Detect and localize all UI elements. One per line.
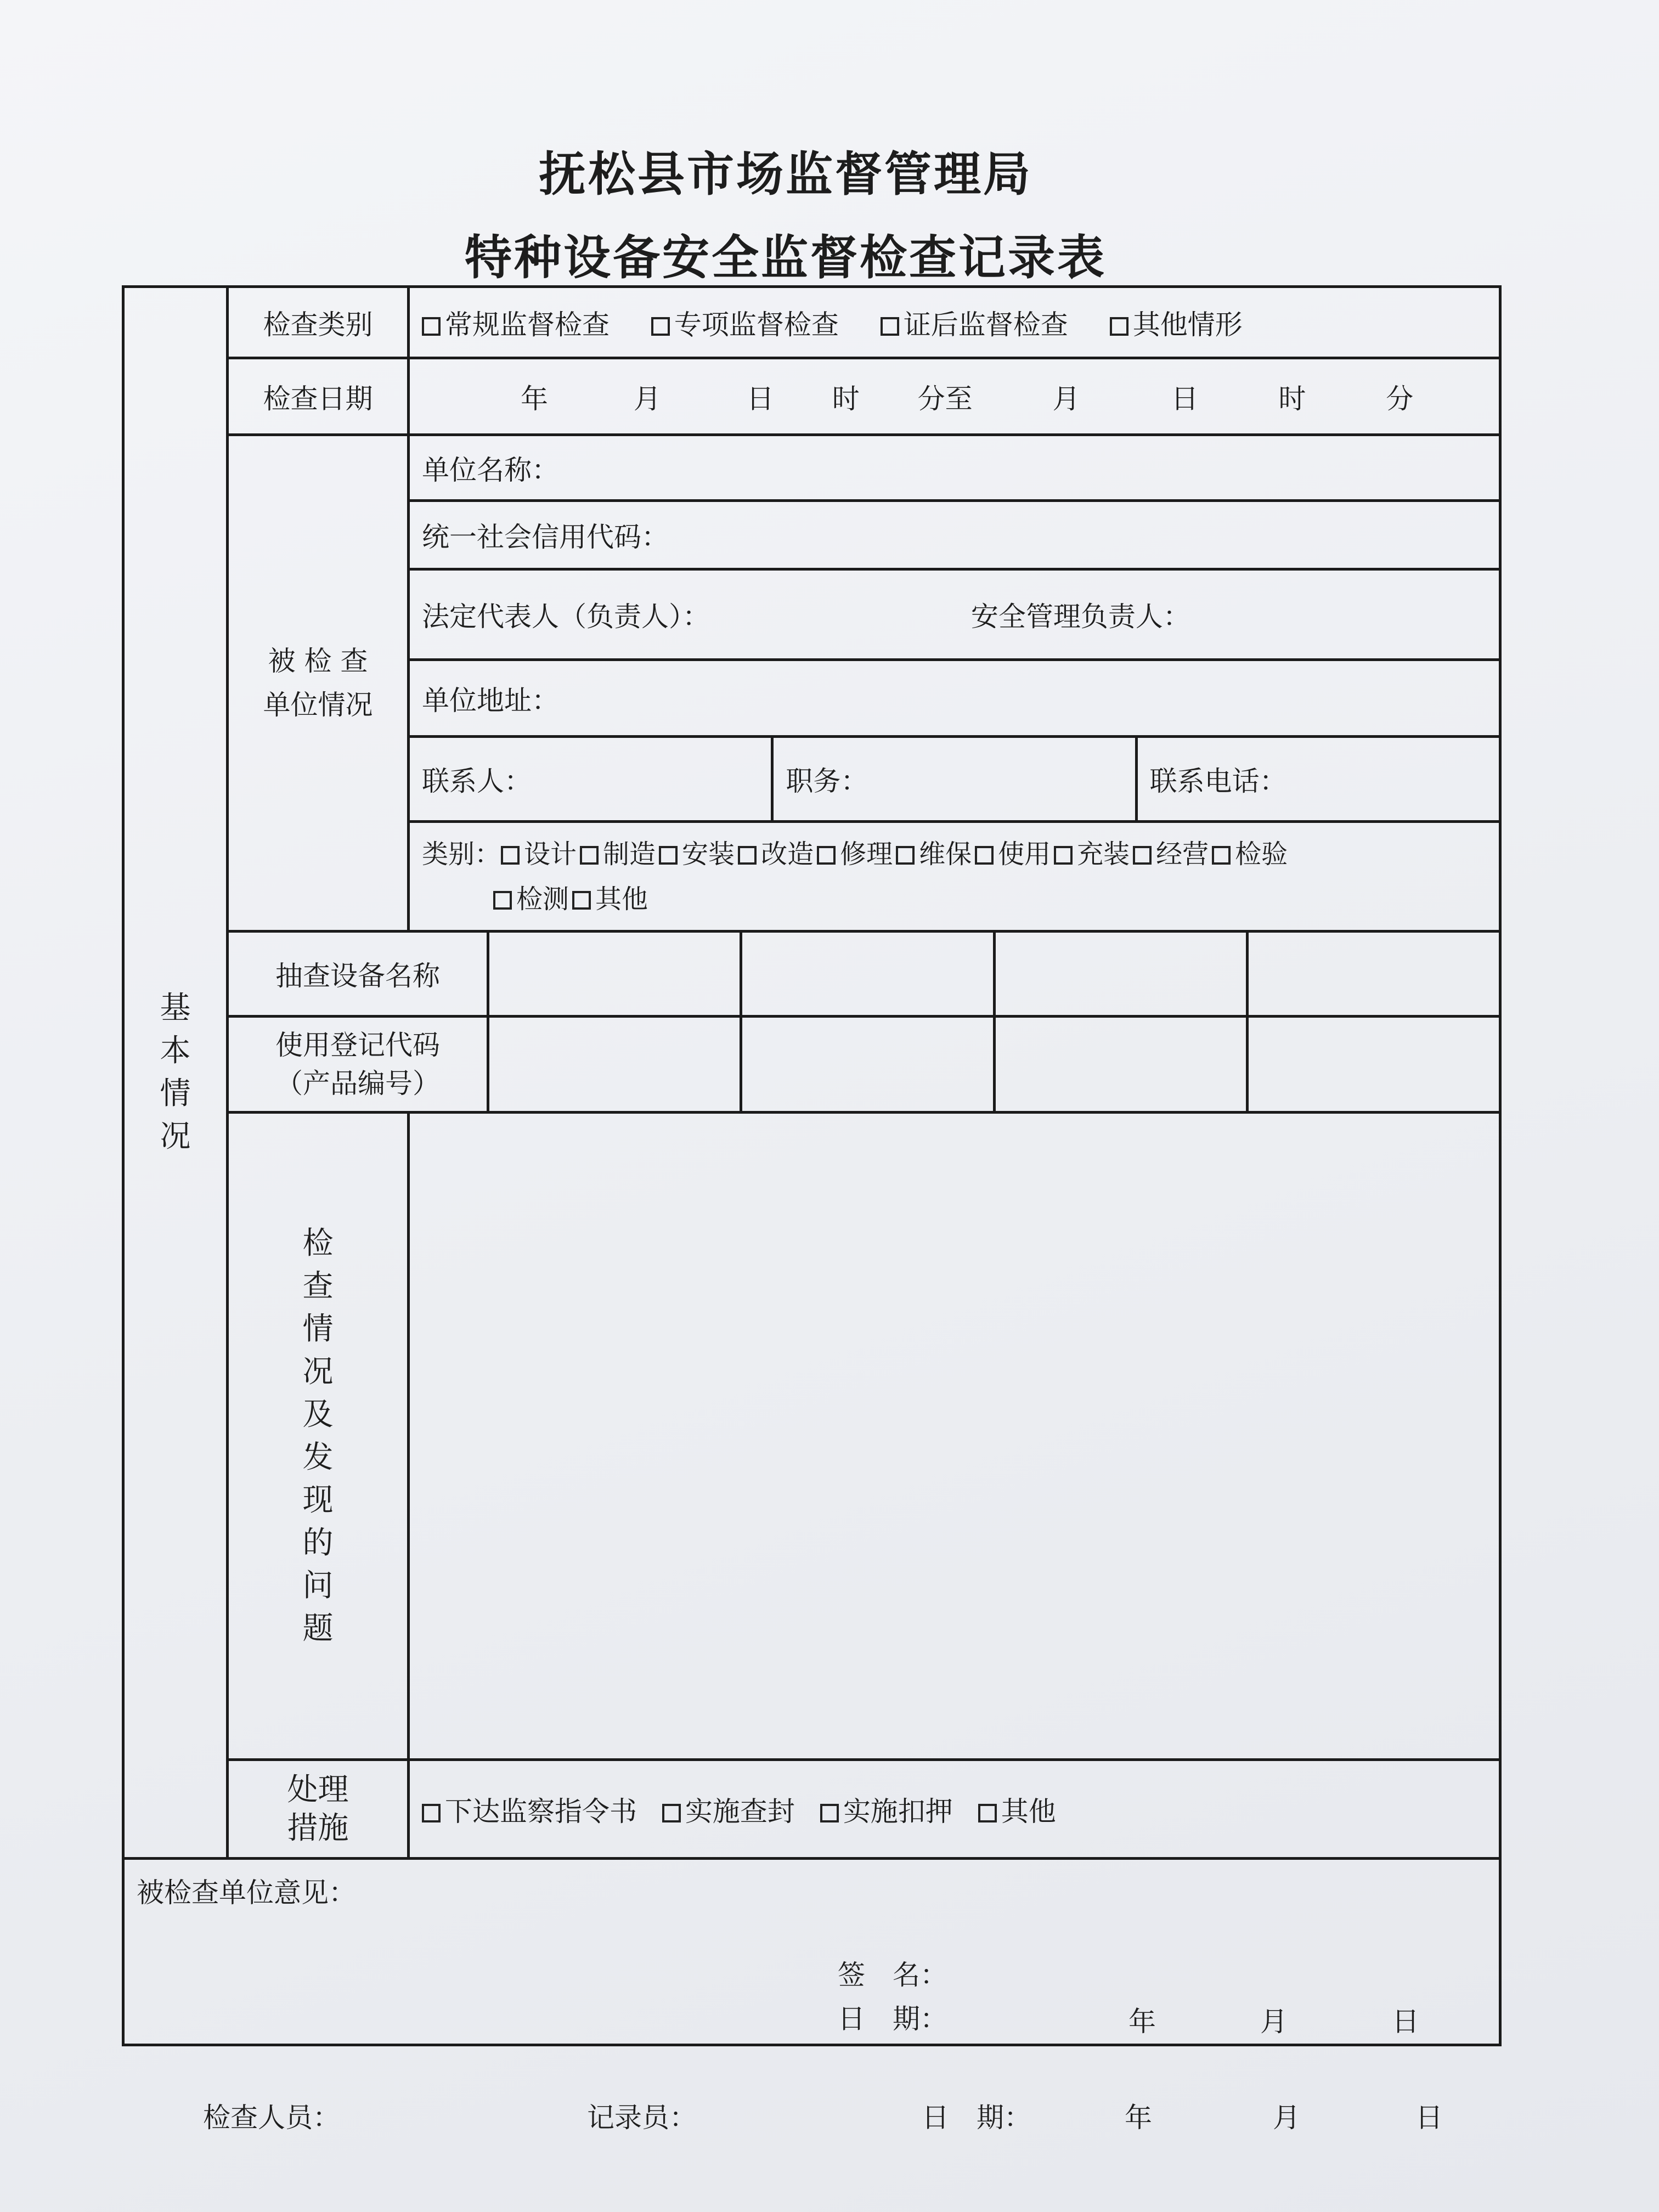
findings-area[interactable]: [409, 1113, 1500, 1760]
equipment-code-label: 使用登记代码 （产品编号）: [275, 1029, 440, 1099]
equipment-name-label: 抽查设备名称: [275, 960, 440, 992]
checkbox-icon[interactable]: [881, 317, 899, 336]
checkbox-icon[interactable]: [493, 891, 512, 910]
checkbox-icon[interactable]: [1212, 846, 1231, 865]
inspection-type-options: [409, 287, 1500, 358]
checkbox-icon[interactable]: [580, 846, 599, 865]
section-basic-info: 基 本 情 况: [123, 287, 228, 1859]
option-seize[interactable]: 实施扣押: [820, 1796, 953, 1827]
category-field: 类别： 设计 制造 安装 改造 修理 维保 使用 充装 经营 检验 检测 其他: [409, 822, 1500, 932]
checkbox-icon[interactable]: [651, 317, 670, 336]
checkbox-icon[interactable]: [501, 846, 520, 865]
checkbox-icon[interactable]: [659, 846, 678, 865]
checkbox-icon[interactable]: [572, 891, 591, 910]
option-routine[interactable]: 常规监督检查: [422, 309, 610, 341]
option-measure-other[interactable]: 其他: [978, 1796, 1056, 1827]
representative-row: [409, 569, 1500, 660]
footer-date-label: 日 期：: [922, 2102, 1031, 2134]
form-title: 特种设备安全监督检查记录表: [465, 230, 1107, 285]
inspection-form: [122, 285, 1502, 2046]
legal-rep-field[interactable]: 法定代表人（负责人）：: [422, 601, 710, 633]
inspection-type-label: 检查类别: [228, 287, 409, 358]
equipment-cell[interactable]: [1246, 933, 1499, 1015]
checkbox-icon[interactable]: [975, 846, 994, 865]
agency-title: 抚松县市场监督管理局: [539, 147, 1032, 202]
checkbox-icon[interactable]: [896, 846, 915, 865]
contact-row: [409, 737, 1500, 822]
inspection-date-label: 检查日期: [228, 358, 409, 435]
section-findings: 检 查 情 况 及 发 现 的 问 题: [228, 1113, 409, 1760]
option-order[interactable]: 下达监察指令书: [422, 1796, 637, 1827]
measures-options: [409, 1760, 1500, 1859]
equipment-code-cell[interactable]: [993, 1018, 1246, 1111]
equipment-cell[interactable]: [993, 933, 1246, 1015]
equipment-code-cell[interactable]: [487, 1018, 740, 1111]
checkbox-icon[interactable]: [1110, 317, 1128, 336]
checkbox-icon[interactable]: [422, 1804, 441, 1822]
option-special[interactable]: 专项监督检查: [651, 309, 839, 341]
opinion-box[interactable]: 被检查单位意见： 签 名： 日 期： 年 月 日: [123, 1859, 1500, 2045]
credit-code-field[interactable]: 统一社会信用代码：: [409, 501, 1500, 569]
option-seal[interactable]: 实施查封: [662, 1796, 795, 1827]
checkbox-icon[interactable]: [1054, 846, 1073, 865]
sign-label: 签 名：: [838, 1959, 947, 1991]
inspection-date-field[interactable]: 年 月 日 时 分至 月 日 时 分: [409, 358, 1500, 435]
equipment-code-row: [228, 1017, 1500, 1113]
recorder-label: 记录员：: [587, 2102, 697, 2134]
checkbox-icon[interactable]: [820, 1804, 839, 1822]
checkbox-icon[interactable]: [738, 846, 757, 865]
contact-field[interactable]: 联系人：: [422, 765, 532, 797]
equipment-code-cell[interactable]: [740, 1018, 992, 1111]
checkbox-icon[interactable]: [662, 1804, 681, 1822]
paper-sheet: 抚松县市场监督管理局 特种设备安全监督检查记录表 基 本 情 况 检查类别 常规监督检查 专项监督检查 证后监督检查 其他情形 检查日期 年 月 日 时 分至 月 日 时 分 被 检 查 单位情况 单位名称： 统一社会信用代码： 法定代表人（负责人）： 安全管理负责人： 单位地址： 联系人： 职务： 联系电话： 类别： 设计 制造 安装 改造 修理 维保 使用 充装 经营 检验 检测 其他 抽查设备名称 使用登记代码 （产品编号） 检 查 情 况 及 发 现 的 问 题 处理 措施 下达监察指令书 实施查封 实施扣押 其他 被检查单位意见： 签 名： 日 期： 年 月 日 检查人员： 记录员： 日 期： 年 月 日: [0, 0, 1659, 2212]
opinion-label: 被检查单位意见：: [137, 1877, 356, 1909]
equipment-cell[interactable]: [740, 933, 992, 1015]
equipment-cell[interactable]: [487, 933, 740, 1015]
position-field[interactable]: 职务：: [771, 738, 1135, 820]
safety-manager-field[interactable]: 安全管理负责人：: [970, 601, 1190, 633]
phone-field[interactable]: 联系电话：: [1135, 738, 1499, 820]
checkbox-icon[interactable]: [978, 1804, 997, 1822]
measures-label: 处理 措施: [228, 1760, 409, 1859]
unit-name-field[interactable]: 单位名称：: [409, 435, 1500, 501]
checkbox-icon[interactable]: [422, 317, 441, 336]
checkbox-icon[interactable]: [817, 846, 836, 865]
equipment-name-row: [228, 932, 1500, 1017]
option-post-license[interactable]: 证后监督检查: [881, 309, 1068, 341]
equipment-code-cell[interactable]: [1246, 1018, 1499, 1111]
checkbox-icon[interactable]: [1133, 846, 1152, 865]
option-other[interactable]: 其他情形: [1110, 309, 1243, 341]
inspector-label: 检查人员：: [203, 2102, 340, 2134]
unit-info-label: 被 检 查 单位情况: [228, 435, 409, 932]
address-field[interactable]: 单位地址：: [409, 660, 1500, 737]
opinion-date-label: 日 期：: [838, 2003, 947, 2035]
